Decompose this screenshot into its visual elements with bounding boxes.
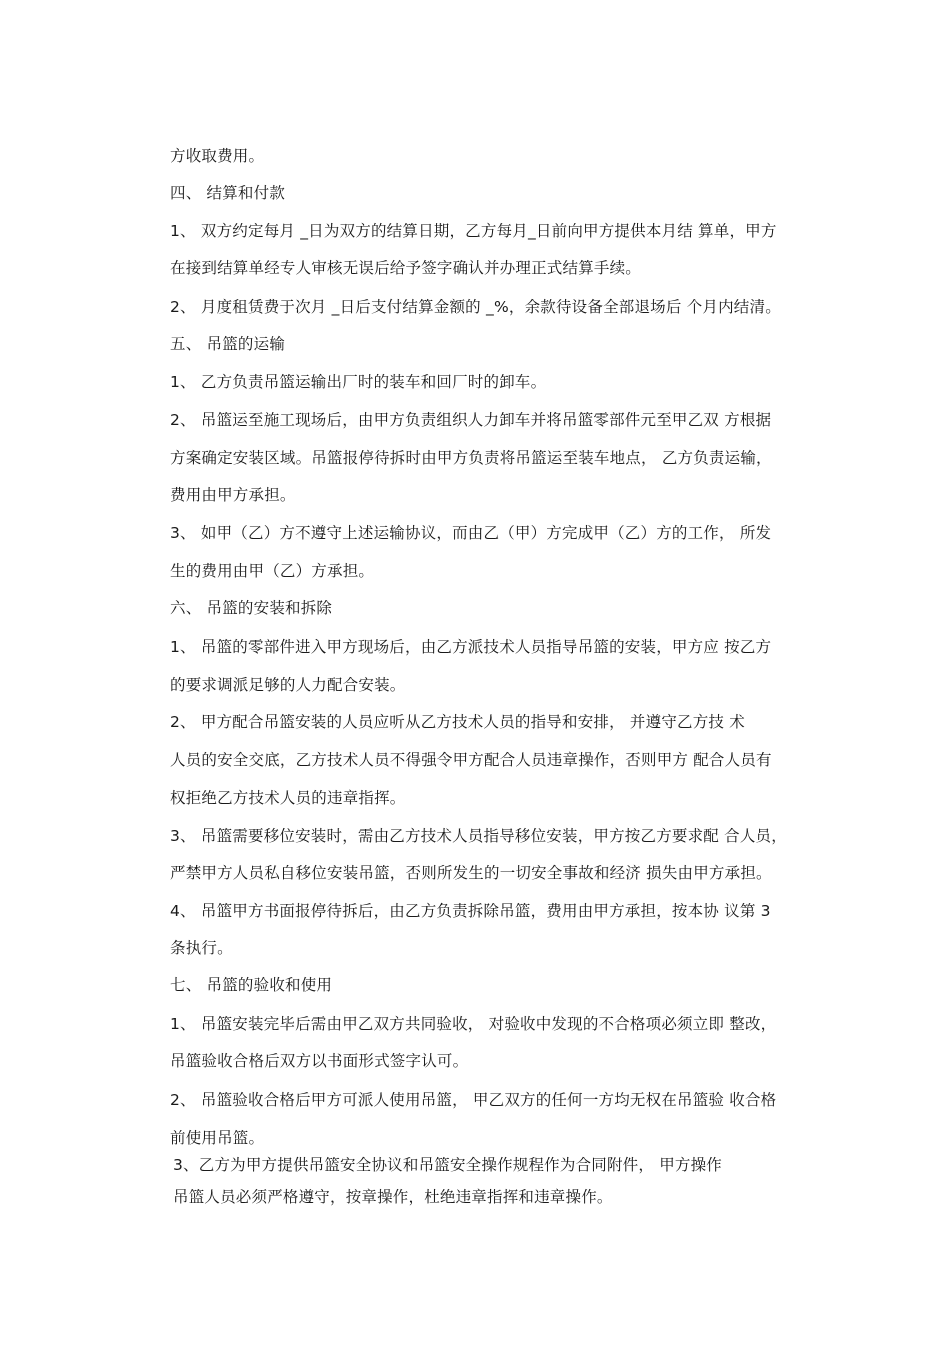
text-line: 吊篮验收合格后双方以书面形式签字认可。 <box>170 1052 469 1070</box>
text-line: 条执行。 <box>170 939 233 957</box>
section-heading: 七、 吊篮的验收和使用 <box>170 976 333 994</box>
text-line: 1、 双方约定每月 _日为双方的结算日期，乙方每月_日前向甲方提供本月结 算单，甲方 <box>170 222 777 240</box>
text-line: 2、 吊篮验收合格后甲方可派人使用吊篮， 甲乙双方的任何一方均无权在吊篮验 收合格 <box>170 1091 777 1109</box>
text-line: 在接到结算单经专人审核无误后给予签字确认并办理正式结算手续。 <box>170 259 642 277</box>
text-line: 方收取费用。 <box>170 147 265 165</box>
text-line: 方案确定安装区域。吊篮报停待拆时由甲方负责将吊篮运至装车地点， 乙方负责运输， <box>170 449 772 467</box>
text-line: 1、 吊篮的零部件进入甲方现场后，由乙方派技术人员指导吊篮的安装，甲方应 按乙方 <box>170 638 772 656</box>
text-line: 4、 吊篮甲方书面报停待拆后，由乙方负责拆除吊篮，费用由甲方承担，按本协 议第 3 <box>170 902 771 920</box>
text-line: 2、 月度租赁费于次月 _日后支付结算金额的 _%，余款待设备全部退场后 个月内结清。 <box>170 298 781 316</box>
text-line: 3、 吊篮需要移位安装时，需由乙方技术人员指导移位安装，甲方按乙方要求配 合人员， <box>170 827 787 845</box>
section-heading: 五、 吊篮的运输 <box>170 335 286 353</box>
text-line: 1、 乙方负责吊篮运输出厂时的装车和回厂时的卸车。 <box>170 373 547 391</box>
text-line: 的要求调派足够的人力配合安装。 <box>170 676 406 694</box>
text-line: 3、 如甲（乙）方不遵守上述运输协议，而由乙（甲）方完成甲（乙）方的工作， 所发 <box>170 524 772 542</box>
text-line: 2、 吊篮运至施工现场后，由甲方负责组织人力卸车并将吊篮零部件元至甲乙双 方根据 <box>170 411 772 429</box>
text-line: 前使用吊篮。 <box>170 1129 265 1147</box>
section-heading: 四、 结算和付款 <box>170 184 286 202</box>
text-line: 吊篮人员必须严格遵守，按章操作，杜绝违章指挥和违章操作。 <box>173 1188 613 1206</box>
text-line: 人员的安全交底，乙方技术人员不得强令甲方配合人员违章操作，否则甲方 配合人员有 <box>170 751 772 769</box>
text-line: 权拒绝乙方技术人员的违章指挥。 <box>170 789 406 807</box>
text-line: 严禁甲方人员私自移位安装吊篮，否则所发生的一切安全事故和经济 损失由甲方承担。 <box>170 864 772 882</box>
text-line: 生的费用由甲（乙）方承担。 <box>170 562 375 580</box>
text-line: 3、乙方为甲方提供吊篮安全协议和吊篮安全操作规程作为合同附件， 甲方操作 <box>173 1156 722 1174</box>
text-line: 1、 吊篮安装完毕后需由甲乙双方共同验收， 对验收中发现的不合格项必须立即 整改， <box>170 1015 777 1033</box>
text-line: 费用由甲方承担。 <box>170 486 296 504</box>
text-line: 2、 甲方配合吊篮安装的人员应听从乙方技术人员的指导和安排， 并遵守乙方技 术 <box>170 713 745 731</box>
section-heading: 六、 吊篮的安装和拆除 <box>170 599 333 617</box>
